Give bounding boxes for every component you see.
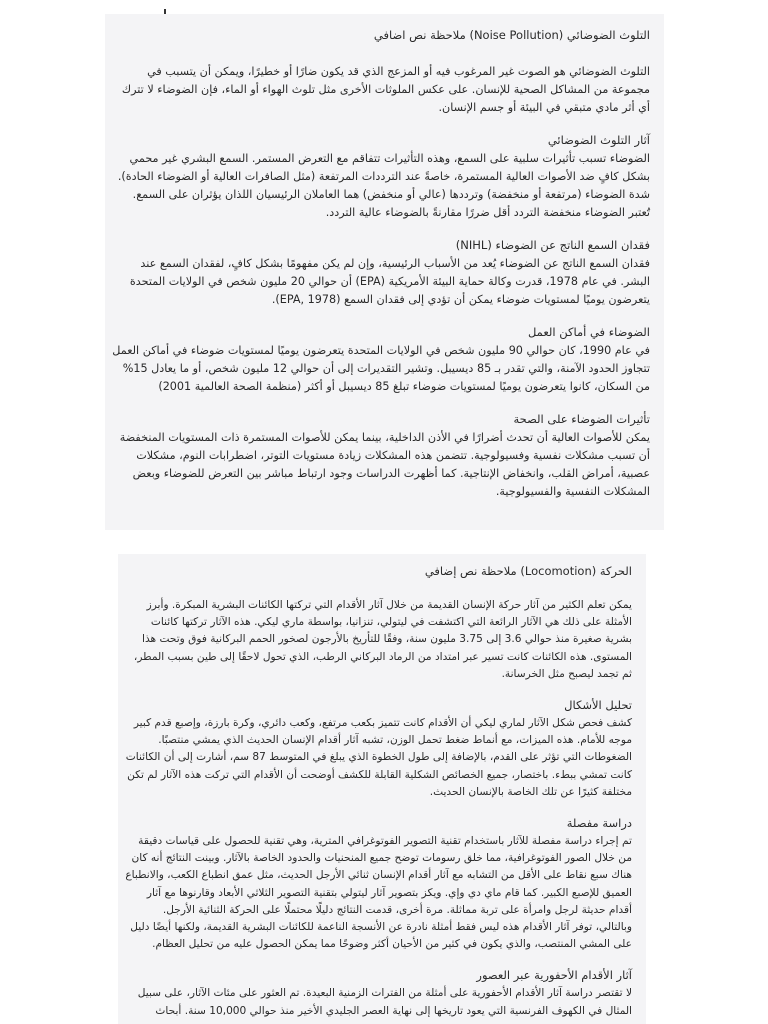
section-heading: تحليل الأشكال <box>564 698 632 713</box>
section-heading: الضوضاء في أماكن العمل <box>527 325 650 339</box>
section-shape-analysis <box>124 697 632 801</box>
section-workplace <box>111 324 650 396</box>
section-heading: تأثيرات الضوضاء على الصحة <box>513 412 650 426</box>
section-text: في عام 1990، كان حوالي 90 مليون شخص في الولايات المتحدة يتعرضون يوميًا لمستويات ضوضاء في أماكن العمل تتجاوز الحدود الآمنة، والتي تقدر بـ 85 ديسيبل. وتشير التقديرات إلى أن حوالي 12 مليون شخص، أو ما يعادل 15% من السكان، كانوا يتعرضون يوميًا لمستويات ضوضاء تبلغ 85 ديسيبل أو أكثر (منظمة الصحة العالمية 2001) <box>112 344 650 393</box>
section-heading: فقدان السمع الناتج عن الضوضاء (NIHL) <box>455 238 650 252</box>
section-text: الضوضاء تسبب تأثيرات سلبية على السمع، وهذه التأثيرات تتفاقم مع التعرض المستمر. السمع البشري غير محمي بشكل كافٍ ضد الأصوات العالية المستمرة، خاصةً عند الترددات المرتفعة (مثل الصافرات العالية أو الضوضاء الحادة). شدة الضوضاء (مرتفعة أو منخفضة) وترددها (عالي أو منخفض) هما العاملان الرئيسيان اللذان يؤثران على السمع. تُعتبر الضوضاء منخفضة التردد أقل ضررًا مقارنةً بالضوضاء عالية التردد. <box>117 152 650 219</box>
section-health <box>111 411 650 501</box>
section-fossil-footprints <box>124 967 632 1019</box>
intro-paragraph: يمكن تعلم الكثير من آثار حركة الإنسان القديمة من خلال آثار الأقدام التي تركتها الكائنات البشرية المبكرة. وأبرز الأمثلة على ذلك هي الآثار الرائعة التي اكتشفت في ليتولي، تنزانيا، بواسطة ماري ليكي. هذه الآثار تركتها كائنات بشرية صغيرة منذ حوالي 3.6 إلى 3.75 مليون سنة، وفقًا للتأريخ بالأرجون لصخور الحمم البركانية فوق وتحت هذا المستوى. هذه الكائنات كانت تسير عبر امتداد من الرماد البركاني الرطب، الذي تحول لاحقًا إلى طين بسبب المطر، ثم تجمد ليصبح مثل الخرسانة. <box>133 599 632 680</box>
section-heading: آثار الأقدام الأحفورية عبر العصور <box>476 968 632 983</box>
note-title: الحركة (Locomotion) ملاحظة نص إضافي <box>424 564 632 578</box>
section-effects <box>111 132 650 222</box>
section-text: فقدان السمع الناتج عن الضوضاء يُعد من الأسباب الرئيسية، وإن لم يكن مفهومًا بشكل كافٍ، لفقدان السمع عند البشر. في عام 1978، قدرت وكالة حماية البيئة الأمريكية (EPA) أن حوالي 20 مليون شخص في الولايات المتحدة يتعرضون يوميًا لمستويات ضوضاء يمكن أن تؤدي إلى فقدان السمع (EPA, 1978). <box>129 257 650 306</box>
section-detailed-study <box>124 815 632 953</box>
note-card-locomotion <box>118 554 646 1024</box>
section-heading: آثار التلوث الضوضائي <box>547 133 650 147</box>
note-card-noise-pollution <box>105 14 664 530</box>
section-heading: دراسة مفصلة <box>566 816 632 831</box>
section-text: يمكن للأصوات العالية أن تحدث أضرارًا في الأذن الداخلية، بينما يمكن للأصوات المستمرة ذات المستويات المنخفضة أن تسبب مشكلات نفسية وفسيولوجية. تتضمن هذه المشكلات زيادة مستويات التوتر، اضطرابات النوم، مشكلات عصبية، أمراض القلب، وانخفاض الإنتاجية. كما أظهرت الدراسات وجود ارتباط مباشر بين التعرض للضوضاء وبعض المشكلات النفسية والفسيولوجية. <box>119 431 650 498</box>
section-text: كشف فحص شكل الآثار لماري ليكي أن الأقدام كانت تتميز بكعب مرتفع، وكعب دائري، وكرة بارزة، وإصبع قدم كبير موجه للأمام. هذه الميزات، مع أنماط ضغط تحمل الوزن، تشبه آثار أقدام الإنسان الحديث الذي يمشي منتصبًا. الضغوطات التي تؤثر على القدم، بالإضافة إلى طول الخطوة الذي يبلغ في المتوسط 87 سم، أشارت إلى أن الكائنات كانت تمشي ببطء. باختصار، جميع الخصائص الشكلية القابلة للكشف أوضحت أن الأقدام التي تركت هذه الآثار لم تكن مختلفة كثيرًا عن تلك الخاصة بالإنسان الحديث. <box>125 717 632 798</box>
section-nihl <box>111 237 650 309</box>
section-text: لا تقتصر دراسة آثار الأقدام الأحفورية على أمثلة من الفترات الزمنية البعيدة. تم العثور على مئات الآثار، على سبيل المثال في الكهوف الفرنسية التي يعود تاريخها إلى نهاية العصر الجليدي الأخير منذ حوالي 10,000 سنة. أبحاث <box>137 987 632 1017</box>
note-title: التلوث الضوضائي (Noise Pollution) ملاحظة نص اضافي <box>373 28 650 42</box>
section-text: تم إجراء دراسة مفصلة للآثار باستخدام تقنية التصوير الفوتوغرافي المترية، وهي تقنية للحصول على قياسات دقيقة من خلال الصور الفوتوغرافية، مما خلق رسومات توضح جميع المنحنيات والحدود الخاصة بالآثار. وبينت النتائج أنه كان هناك سبع نقاط على الأقل من التشابه مع آثار أقدام الإنسان ثنائي الأرجل الحديث، مثل عمق انطباع الكعب، والانطباع العميق للإصبع الكبير. كما قام ماي دي وإي. ويكز بتصوير آثار ليتولي بتقنية التصوير الثلاثي الأبعاد وقارنوها مع آثار أقدام حديثة لرجل وامرأة على تربة مماثلة. مرة أخرى، قدمت النتائج دليلًا محتملًا على الحركة الثنائية الأرجل. وبالتالي، توفر آثار الأقدام هذه ليس فقط أمثلة نادرة عن الأنسجة الناعمة للكائنات البشرية القديمة، ولكنها أيضًا دليل على المشي المنتصب، والذي يكون في كثير من الأحيان أكثر وضوحًا مما يمكن الحصول عليه من تحليل العظام. <box>125 835 632 951</box>
intro-paragraph: التلوث الضوضائي هو الصوت غير المرغوب فيه أو المزعج الذي قد يكون ضارًا أو خطيرًا، ويمكن أن يتسبب في مجموعة من المشاكل الصحية للإنسان. على عكس الملوثات الأخرى مثل تلوث الهواء أو الماء، فإن الضوضاء لا تترك أي أثر مادي متبقي في البيئة أو جسم الإنسان. <box>121 65 650 114</box>
